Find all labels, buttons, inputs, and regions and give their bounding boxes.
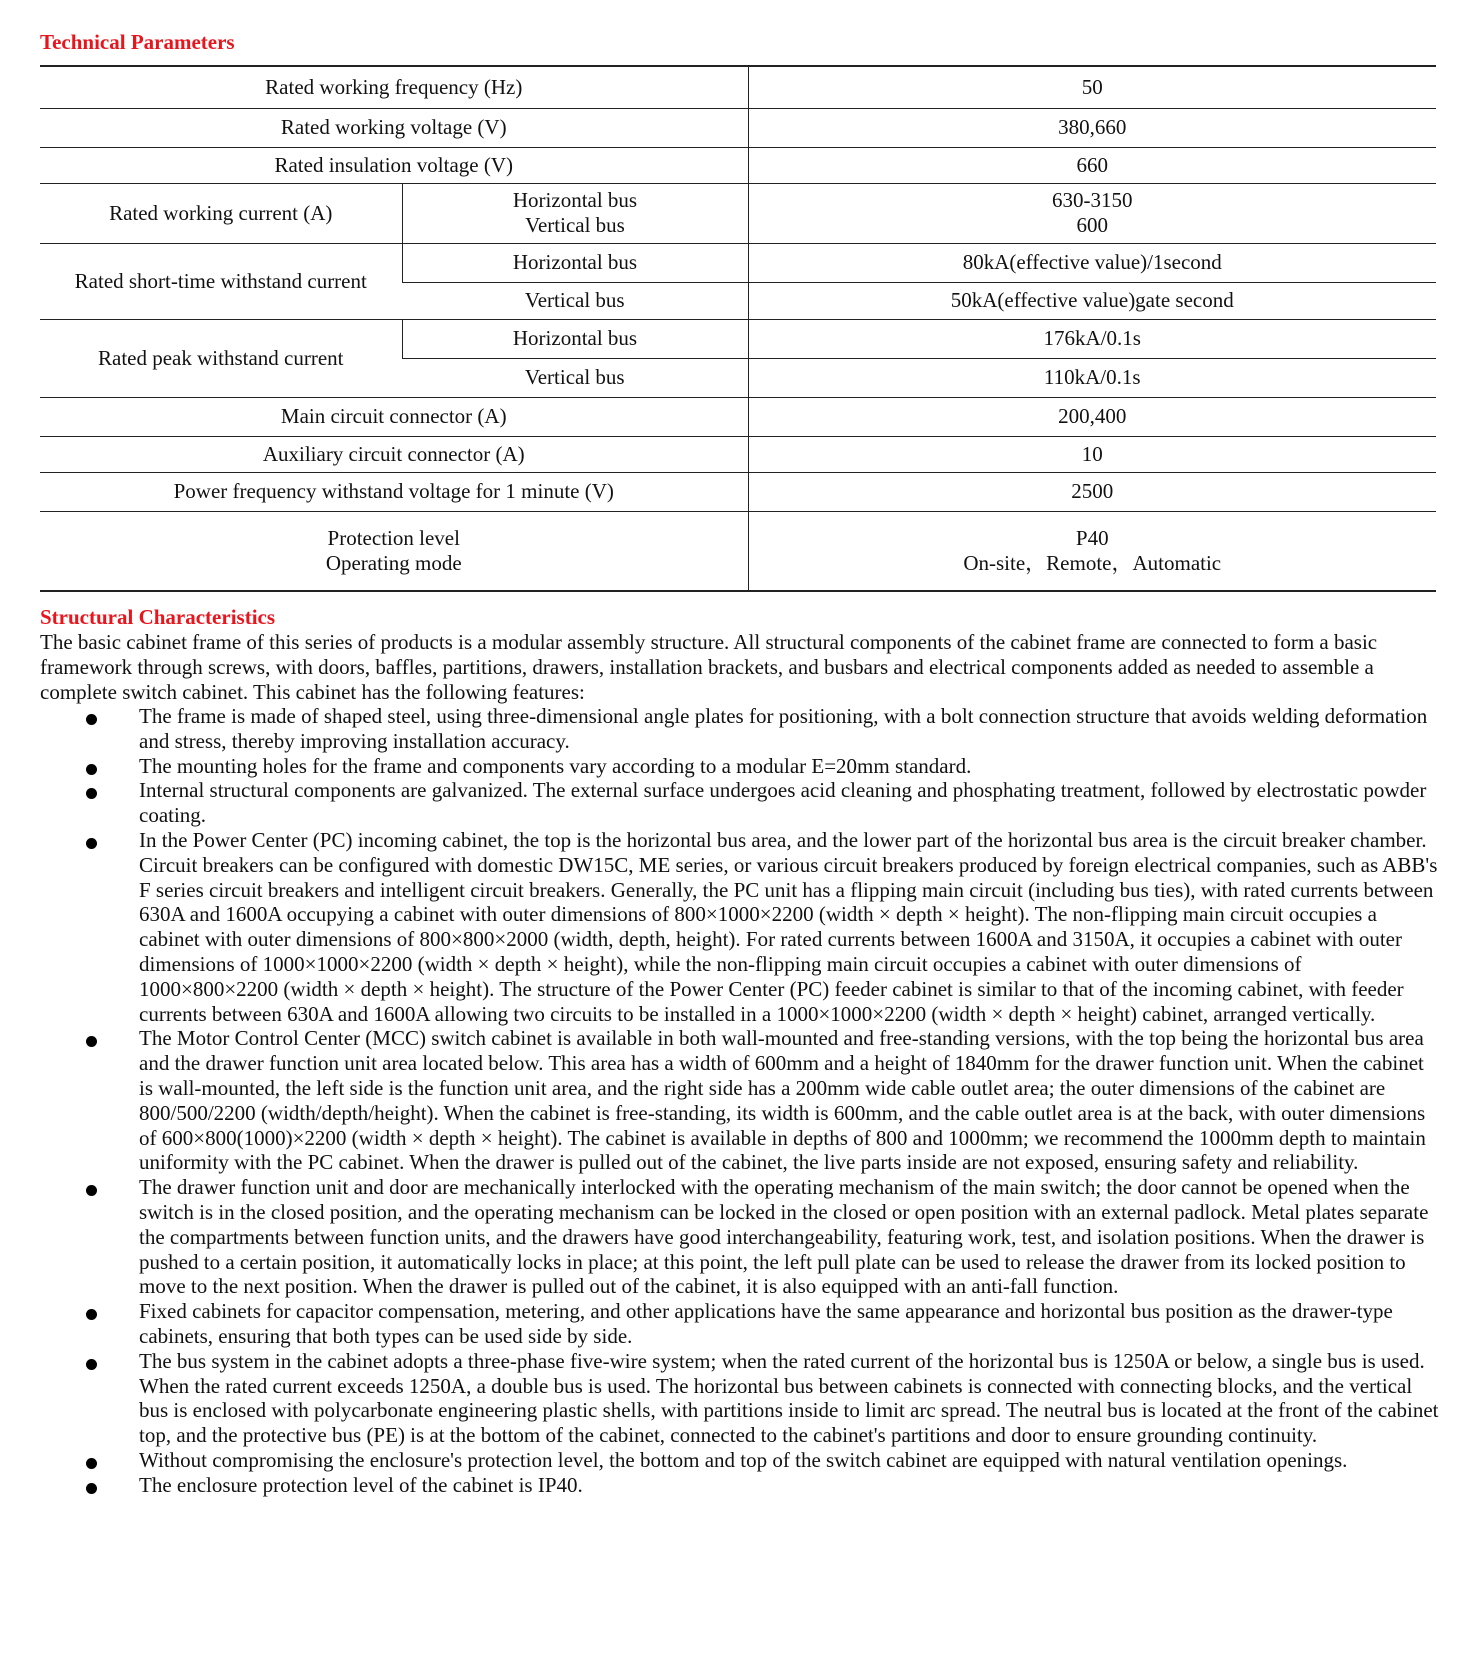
structural-characteristics-heading: Structural Characteristics	[40, 605, 276, 629]
table-row	[40, 243, 1436, 282]
param-label: Rated working voltage (V)	[40, 108, 748, 147]
param-sub-label: Horizontal bus	[402, 319, 748, 358]
list-item	[40, 1349, 1440, 1448]
list-item-text: The frame is made of shaped steel, using three-dimensional angle plates for positioning, with a bolt connection structure that avoids welding deformation and stress, thereby improving installation accuracy.	[139, 704, 1428, 753]
param-label: Rated working frequency (Hz)	[40, 66, 748, 108]
param-value: 50	[748, 66, 1436, 108]
list-item	[40, 1299, 1440, 1349]
param-label: Rated insulation voltage (V)	[40, 147, 748, 183]
param-value: 110kA/0.1s	[748, 358, 1436, 397]
list-item	[40, 1448, 1440, 1473]
table-row	[40, 319, 1436, 358]
param-label: Rated short-time withstand current	[40, 243, 402, 319]
list-item	[40, 1026, 1440, 1175]
bullet-icon	[86, 1458, 97, 1469]
param-label: Rated peak withstand current	[40, 319, 402, 397]
param-value: 660	[748, 147, 1436, 183]
bullet-icon	[86, 788, 97, 799]
bullet-icon	[86, 1036, 97, 1047]
param-sub-label: Vertical bus	[402, 358, 748, 397]
bullet-icon	[86, 1359, 97, 1370]
param-label: Rated working current (A)	[40, 183, 402, 243]
label-line: Protection level	[327, 525, 460, 550]
param-value: 2500	[748, 472, 1436, 511]
value-line: 600	[1076, 213, 1108, 237]
label-line: Operating mode	[325, 550, 462, 575]
list-item	[40, 1473, 1440, 1498]
param-value: 380,660	[748, 108, 1436, 147]
param-value: 80kA(effective value)/1second	[748, 243, 1436, 282]
value-line: P40	[1075, 525, 1109, 550]
table-row	[40, 436, 1436, 472]
param-label: Auxiliary circuit connector (A)	[40, 436, 748, 472]
param-sub-label: Vertical bus	[402, 282, 748, 319]
technical-parameters-table	[40, 65, 1436, 592]
table-row	[40, 397, 1436, 436]
bullet-icon	[86, 1483, 97, 1494]
list-item	[40, 704, 1440, 754]
list-item-text: In the Power Center (PC) incoming cabinet, the top is the horizontal bus area, and the lower part of the horizontal bus area is the circuit breaker chamber. Circuit breakers can be configured with domestic DW15C, ME series, or various circuit breakers produced by foreign electrical companies, such as ABB's F series circuit breakers and intelligent circuit breakers. Generally, the PC unit has a flipping main circuit (including bus ties), with rated currents between 630A and 1600A occupying a cabinet with outer dimensions of 800×1000×2200 (width × depth × height). The non-flipping main circuit occupies a cabinet with outer dimensions of 800×800×2000 (width, depth, height). For rated currents between 1600A and 3150A, it occupies a cabinet with outer dimensions of 1000×1000×2200 (width × depth × height), while the non-flipping main circuit occupies a cabinet with outer dimensions of 1000×800×2200 (width × depth × height). The structure of the Power Center (PC) feeder cabinet is similar to that of the incoming cabinet, with feeder currents between 630A and 1600A allowing two circuits to be installed in a 1000×1000×2200 (width × depth × height) cabinet, arranged vertically.	[139, 827, 1438, 1026]
list-item-text: The enclosure protection level of the cabinet is IP40.	[139, 1472, 583, 1497]
value-line: On-site，Remote，Automatic	[963, 550, 1222, 575]
param-value	[748, 511, 1436, 591]
param-label: Main circuit connector (A)	[40, 397, 748, 436]
technical-parameters-heading: Technical Parameters	[40, 30, 235, 54]
param-sub-label: Horizontal bus	[402, 243, 748, 282]
features-list	[40, 704, 1440, 1498]
table-row	[40, 147, 1436, 183]
param-value: 50kA(effective value)gate second	[748, 282, 1436, 319]
param-value	[748, 183, 1436, 243]
param-value: 200,400	[748, 397, 1436, 436]
list-item-text: The Motor Control Center (MCC) switch cabinet is available in both wall-mounted and free-standing versions, with the top being the horizontal bus area and the drawer function unit area located below. This area has a width of 600mm and a height of 1840mm for the drawer function unit. When the cabinet is wall-mounted, the left side is the function unit area, and the right side has a 200mm wide cable outlet area; the outer dimensions of the cabinet are 800/500/2200 (width/depth/height). When the cabinet is free-standing, its width is 600mm, and the cable outlet area is at the back, with outer dimensions of 600×800(1000)×2200 (width × depth × height). The cabinet is available in depths of 800 and 1000mm; we recommend the 1000mm depth to maintain uniformity with the PC cabinet. When the drawer is pulled out of the cabinet, the live parts inside are not exposed, ensuring safety and reliability.	[139, 1026, 1426, 1175]
param-value: 176kA/0.1s	[748, 319, 1436, 358]
list-item-text: Internal structural components are galvanized. The external surface undergoes acid cleaning and phosphating treatment, followed by electrostatic powder coating.	[139, 778, 1427, 828]
bullet-icon	[86, 714, 97, 725]
param-label: Power frequency withstand voltage for 1 minute (V)	[40, 472, 748, 511]
param-value: 10	[748, 436, 1436, 472]
list-item	[40, 828, 1440, 1026]
structural-intro-paragraph: The basic cabinet frame of this series of products is a modular assembly structure. All structural components of the cabinet frame are connected to form a basic framework through screws, with doors, baffles, partitions, drawers, installation brackets, and busbars and electrical components added as needed to assemble a complete switch cabinet. This cabinet has the following features:	[40, 630, 1378, 704]
bullet-icon	[86, 764, 97, 775]
param-sub-label	[402, 183, 748, 243]
table-row	[40, 108, 1436, 147]
sub-label-line: Horizontal bus	[512, 188, 638, 212]
list-item-text: The drawer function unit and door are mechanically interlocked with the operating mechanism of the main switch; the door cannot be opened when the switch is in the closed position, and the operating mechanism can be locked in the closed or open position with an external padlock. Metal plates separate the compartments between function units, and the drawers have good interchangeability, featuring work, test, and isolation positions. When the drawer is pushed to a certain position, it automatically locks in place; at this point, the left pull plate can be used to release the drawer from its locked position to move to the next position. When the drawer is pulled out of the cabinet, it is also equipped with an anti-fall function.	[139, 1175, 1429, 1299]
list-item-text: Without compromising the enclosure's protection level, the bottom and top of the switch cabinet are equipped with natural ventilation openings.	[139, 1447, 1348, 1472]
bullet-icon	[86, 1185, 97, 1196]
bullet-icon	[86, 1309, 97, 1320]
bullet-icon	[86, 838, 97, 849]
param-label	[40, 511, 748, 591]
table-row	[40, 183, 1436, 243]
list-item-text: The bus system in the cabinet adopts a three-phase five-wire system; when the rated current of the horizontal bus is 1250A or below, a single bus is used. When the rated current exceeds 1250A, a double bus is used. The horizontal bus between cabinets is connected with connecting blocks, and the vertical bus is enclosed with polycarbonate engineering plastic shells, with partitions inside to limit arc spread. The neutral bus is located at the front of the cabinet top, and the protective bus (PE) is at the bottom of the cabinet, connected to the cabinet's partitions and door to ensure grounding continuity.	[139, 1348, 1439, 1448]
list-item	[40, 754, 1440, 779]
table-row	[40, 66, 1436, 108]
table-row	[40, 472, 1436, 511]
list-item	[40, 1175, 1440, 1299]
sub-label-line: Vertical bus	[525, 213, 625, 237]
table-row	[40, 511, 1436, 591]
list-item-text: The mounting holes for the frame and components vary according to a modular E=20mm standard.	[139, 753, 972, 778]
list-item-text: Fixed cabinets for capacitor compensation, metering, and other applications have the same appearance and horizontal bus position as the drawer-type cabinets, ensuring that both types can be used side by side.	[139, 1299, 1393, 1348]
value-line: 630-3150	[1052, 188, 1133, 212]
list-item	[40, 778, 1440, 828]
